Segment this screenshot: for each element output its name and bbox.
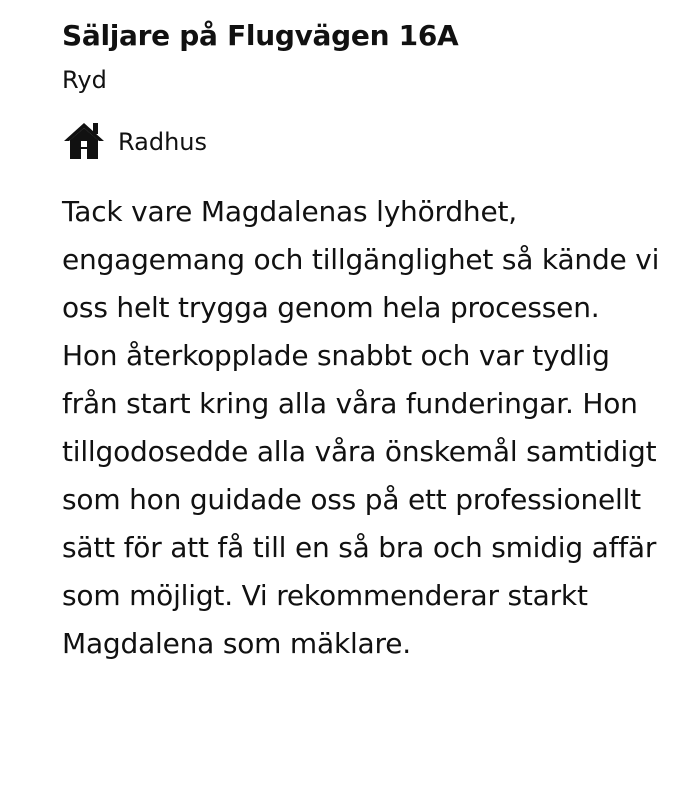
house-icon — [62, 120, 106, 160]
property-type — [62, 122, 662, 162]
review-card — [62, 16, 662, 696]
review-location: Ryd — [62, 66, 107, 94]
review-text: Tack vare Magdalenas lyhördhet, engagemang och tillgänglighet så kände vi oss helt trygga genom hela processen. Hon återkopplade snabbt och var tydlig från start kring alla våra funderingar. Hon tillgodosedde alla våra önskemål samtidigt som hon guidade oss på ett professionellt sätt för att få till en så bra och smidig affär som möjligt. Vi rekommenderar starkt Magdalena som mäklare. — [62, 195, 660, 660]
review-title: Säljare på Flugvägen 16A — [62, 19, 459, 52]
property-type-label: Radhus — [118, 128, 208, 156]
